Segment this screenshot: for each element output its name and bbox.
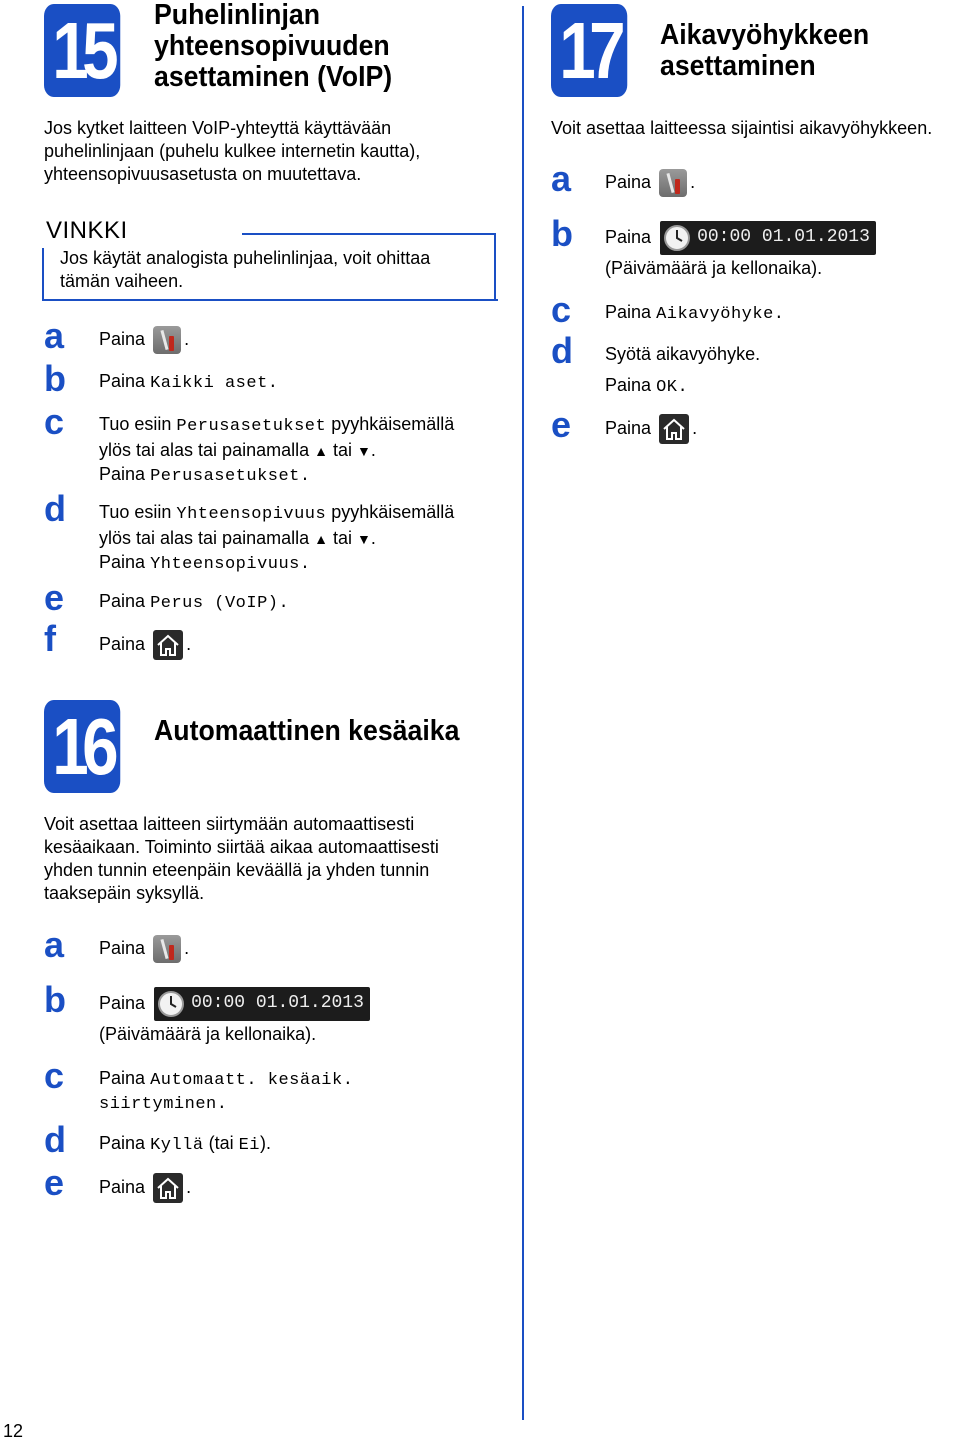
step-text — [605, 414, 697, 444]
press-label: Paina — [605, 374, 652, 395]
step-letter: b — [551, 213, 573, 254]
step-text — [99, 1173, 191, 1203]
step-text — [99, 935, 189, 963]
menu-code: OK. — [656, 377, 689, 397]
text-line — [99, 413, 454, 439]
step-letter: d — [551, 330, 573, 371]
period: . — [184, 937, 190, 958]
menu-code: Automaatt. kesäaik. — [150, 1071, 354, 1090]
text-fragment: pyyhkäisemällä — [331, 414, 455, 434]
step-text — [99, 987, 370, 1047]
menu-code: Kyllä — [150, 1136, 204, 1155]
home-icon[interactable] — [153, 630, 183, 660]
note-text — [60, 247, 430, 293]
settings-tools-icon[interactable] — [659, 169, 687, 197]
text-line — [99, 501, 454, 527]
press-label: Paina — [605, 171, 652, 192]
step-number-badge: 15 — [44, 4, 120, 97]
text-fragment: pyyhkäisemällä — [331, 502, 455, 522]
press-label: Paina — [99, 464, 146, 484]
title-line: Puhelinlinjan — [154, 0, 321, 31]
press-label: Paina — [99, 328, 146, 349]
step-text — [99, 630, 191, 660]
step-text — [99, 413, 454, 489]
clock-icon — [157, 990, 185, 1018]
step-letter: b — [44, 979, 66, 1020]
text-line: taaksepäin syksyllä. — [44, 883, 205, 903]
press-label: Paina — [99, 591, 146, 611]
time-value: 00:00 — [697, 227, 752, 248]
text-line — [99, 987, 370, 1021]
period: . — [186, 633, 192, 654]
text-line: (Päivämäärä ja kellonaika). — [99, 1024, 317, 1044]
text-fragment: ylös tai alas tai painamalla — [99, 527, 310, 548]
press-label: Paina — [99, 371, 146, 391]
text-line: Voit asettaa laitteen siirtymään automaattisesti — [44, 814, 415, 834]
press-label: Paina — [605, 226, 652, 247]
menu-code: Perusasetukset — [176, 417, 327, 436]
step-text — [99, 1132, 271, 1158]
step-text — [605, 301, 784, 327]
period: . — [186, 1176, 192, 1197]
text-fragment: Tuo esiin — [99, 502, 172, 522]
menu-code: Ei — [238, 1136, 261, 1155]
text-line — [99, 463, 454, 489]
step-letter: c — [551, 289, 572, 330]
text-line — [99, 551, 454, 577]
step-text — [605, 169, 695, 197]
text-line — [605, 374, 760, 400]
period: . — [370, 527, 376, 548]
date-value: 01.01.2013 — [761, 227, 870, 248]
menu-code: Perusasetukset. — [150, 467, 311, 486]
note-title: VINKKI — [46, 217, 128, 244]
step-number-badge: 16 — [44, 700, 120, 793]
text-fragment: ylös tai alas tai painamalla — [99, 439, 310, 460]
period: . — [370, 439, 376, 460]
step-letter: e — [551, 404, 572, 445]
step-letter: d — [44, 1119, 66, 1160]
press-label: Paina — [99, 937, 146, 958]
settings-tools-icon[interactable] — [153, 326, 181, 354]
home-icon[interactable] — [153, 1173, 183, 1203]
step-text — [605, 343, 760, 399]
text-line: Syötä aikavyöhyke. — [605, 344, 761, 364]
step-letter: e — [44, 577, 65, 618]
menu-code: Yhteensopivuus — [176, 505, 327, 524]
menu-code: siirtyminen. — [99, 1094, 228, 1114]
press-label: Paina — [605, 302, 652, 322]
step-letter: e — [44, 1162, 65, 1203]
column-divider — [522, 6, 524, 1420]
down-arrow-icon: ▼ — [357, 530, 371, 547]
settings-tools-icon[interactable] — [153, 935, 181, 963]
step-number-badge: 17 — [551, 4, 627, 97]
text-line: kesäaikaan. Toiminto siirtää aikaa automaattisesti — [44, 837, 439, 857]
text-line — [99, 439, 454, 464]
press-label: Paina — [99, 1176, 146, 1197]
press-label: Paina — [99, 552, 146, 572]
step-letter: c — [44, 1055, 65, 1096]
time-value: 00:00 — [191, 993, 246, 1014]
intro-paragraph — [44, 117, 420, 186]
text-fragment: tai — [333, 439, 353, 460]
step-text — [99, 370, 278, 396]
text-line: yhteensopivuusasetusta on muutettava. — [44, 164, 362, 184]
text-line — [99, 527, 454, 552]
press-label: Paina — [99, 992, 146, 1013]
menu-code: Kaikki aset. — [150, 374, 279, 393]
step-text — [99, 326, 189, 354]
date-value: 01.01.2013 — [255, 993, 364, 1014]
press-label: Paina — [605, 417, 652, 438]
text-fragment: (tai — [208, 1133, 234, 1153]
period: . — [692, 417, 698, 438]
step-letter: f — [44, 618, 56, 659]
text-line — [99, 1067, 353, 1093]
menu-code: Aikavyöhyke. — [656, 305, 785, 324]
title-line: asettaminen (VoIP) — [154, 61, 393, 93]
step-letter: a — [44, 924, 65, 965]
step-text — [99, 501, 454, 577]
up-arrow-icon: ▲ — [314, 530, 328, 547]
intro-paragraph — [44, 813, 439, 905]
title-line: yhteensopivuuden — [154, 30, 390, 62]
title-line: Aikavyöhykkeen — [660, 19, 870, 51]
text-line: Jos kytket laitteen VoIP-yhteyttä käyttävään — [44, 118, 392, 138]
step-text — [605, 221, 876, 281]
text-line: tämän vaiheen. — [60, 271, 184, 291]
menu-code: Perus (VoIP). — [150, 594, 290, 613]
clock-icon — [663, 224, 691, 252]
date-time-button[interactable] — [154, 987, 370, 1021]
text-line: puhelinlinjaan (puhelu kulkee internetin kautta), — [44, 141, 421, 161]
period: . — [690, 171, 696, 192]
step-letter: d — [44, 488, 66, 529]
step-text — [99, 590, 289, 616]
text-line: yhden tunnin eteenpäin keväällä ja yhden tunnin — [44, 860, 430, 880]
text-line — [605, 221, 876, 255]
press-label: Paina — [99, 633, 146, 654]
note-border-top — [242, 233, 496, 235]
date-time-button[interactable] — [660, 221, 876, 255]
text-line: (Päivämäärä ja kellonaika). — [605, 258, 823, 278]
text-fragment: Tuo esiin — [99, 414, 172, 434]
text-fragment: tai — [333, 527, 353, 548]
home-icon[interactable] — [659, 414, 689, 444]
press-label: Paina — [99, 1068, 146, 1088]
section-title — [660, 20, 869, 82]
step-letter: a — [551, 158, 572, 199]
section-title — [154, 0, 392, 93]
step-letter: c — [44, 401, 65, 442]
step-text — [99, 1067, 353, 1116]
intro-paragraph: Voit asettaa laitteessa sijaintisi aikavyöhykkeen. — [551, 118, 933, 138]
text-fragment: ). — [260, 1133, 272, 1153]
period: . — [184, 328, 190, 349]
press-label: Paina — [99, 1133, 146, 1153]
page-number: 12 — [3, 1421, 24, 1441]
up-arrow-icon: ▲ — [314, 442, 328, 459]
text-line: Jos käytät analogista puhelinlinjaa, voit ohittaa — [60, 248, 431, 268]
down-arrow-icon: ▼ — [357, 442, 371, 459]
step-letter: a — [44, 315, 65, 356]
menu-code: Yhteensopivuus. — [150, 555, 311, 574]
title-line: asettaminen — [660, 50, 816, 82]
section-title: Automaattinen kesäaika — [154, 715, 460, 747]
step-letter: b — [44, 358, 66, 399]
